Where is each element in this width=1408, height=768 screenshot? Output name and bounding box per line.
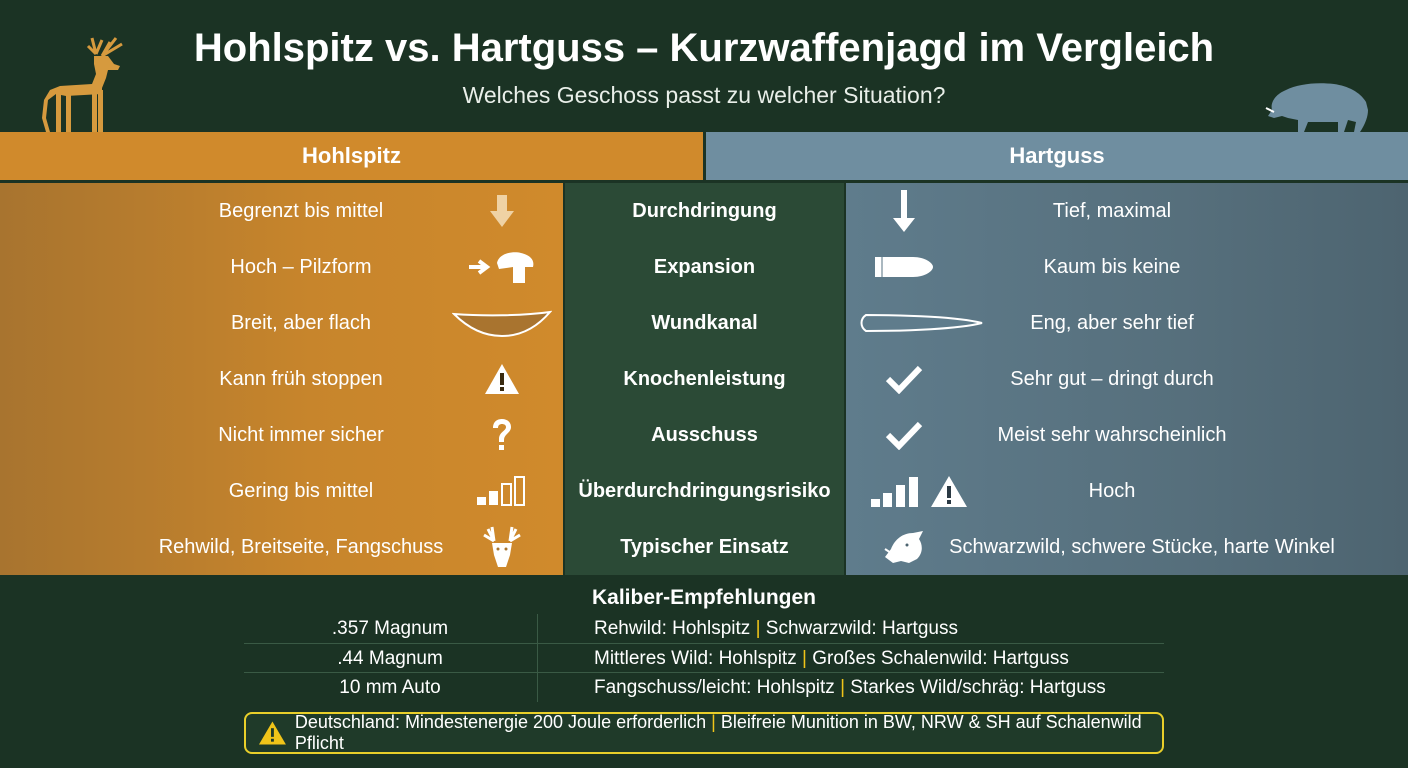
criterion-cell: Knochenleistung	[565, 351, 844, 407]
page-subtitle: Welches Geschoss passt zu welcher Situation?	[462, 82, 946, 108]
table-row	[0, 463, 1408, 519]
hohlspitz-cell	[0, 183, 563, 239]
kaliber-row	[244, 643, 1164, 672]
hohlspitz-value: Hoch – Pilzform	[230, 255, 372, 278]
kaliber-title: Kaliber-Empfehlungen	[591, 586, 817, 609]
caliber-name: 10 mm Auto	[339, 677, 441, 698]
hohlspitz-value: Rehwild, Breitseite, Fangschuss	[158, 535, 444, 558]
warning-icon	[258, 719, 287, 747]
criterion-cell: Ausschuss	[565, 407, 844, 463]
hartguss-value: Sehr gut – dringt durch	[1010, 367, 1214, 390]
hartguss-cell	[846, 463, 1408, 519]
column-divider	[537, 673, 538, 702]
question-icon	[450, 407, 554, 463]
hohlspitz-cell	[0, 463, 563, 519]
deer-head-icon	[450, 519, 554, 575]
kaliber-section	[244, 584, 1164, 704]
caliber-name: .44 Magnum	[337, 648, 443, 669]
caliber-name: .357 Magnum	[331, 618, 449, 639]
criterion-cell: Typischer Einsatz	[565, 519, 844, 575]
boar-head-icon	[856, 519, 952, 575]
hohlspitz-cell	[0, 295, 563, 351]
comparison-rows	[0, 180, 1408, 574]
header	[0, 0, 1408, 132]
hartguss-cell	[846, 519, 1408, 575]
column-header-hohlspitz: Hohlspitz	[0, 132, 703, 180]
low-signal-bars-icon	[450, 463, 554, 519]
hartguss-value: Hoch	[1088, 479, 1136, 502]
caliber-recommendation: Fangschuss/leicht: Hohlspitz | Starkes Wild/schräg: Hartguss	[594, 677, 1106, 698]
criterion-cell: Überdurchdringungsrisiko	[565, 463, 844, 519]
hohlspitz-cell	[0, 519, 563, 575]
caliber-recommendation: Mittleres Wild: Hohlspitz | Großes Schalenwild: Hartguss	[594, 648, 1069, 669]
mushroom-expansion-icon	[450, 239, 554, 295]
hohlspitz-cell	[0, 407, 563, 463]
kaliber-row	[244, 672, 1164, 701]
column-header-hartguss: Hartguss	[706, 132, 1408, 180]
legal-notice	[244, 712, 1164, 754]
criterion-cell: Expansion	[565, 239, 844, 295]
caliber-recommendation: Rehwild: Hohlspitz | Schwarzwild: Hartguss	[594, 618, 958, 639]
hartguss-cell	[846, 295, 1408, 351]
hartguss-value: Kaum bis keine	[1043, 255, 1181, 278]
hartguss-cell	[846, 239, 1408, 295]
hohlspitz-cell	[0, 351, 563, 407]
hohlspitz-value: Kann früh stoppen	[219, 367, 383, 390]
comparison-table	[0, 132, 1408, 574]
hartguss-cell	[846, 407, 1408, 463]
criterion-cell: Wundkanal	[565, 295, 844, 351]
table-row	[0, 239, 1408, 295]
boar-silhouette-icon	[1264, 76, 1372, 136]
hartguss-cell	[846, 183, 1408, 239]
column-divider	[537, 614, 538, 643]
short-arrow-down-icon	[450, 183, 554, 239]
hartguss-value: Eng, aber sehr tief	[1030, 311, 1194, 334]
hohlspitz-value: Begrenzt bis mittel	[218, 199, 384, 222]
hohlspitz-value: Gering bis mittel	[228, 479, 374, 502]
hartguss-cell	[846, 351, 1408, 407]
warning-icon	[450, 351, 554, 407]
criterion-cell: Durchdringung	[565, 183, 844, 239]
kaliber-row	[244, 614, 1164, 643]
table-row	[0, 183, 1408, 239]
notice-text: Deutschland: Mindestenergie 200 Joule erforderlich | Bleifreie Munition in BW, NRW & SH auf Schalenwild Pflicht	[294, 712, 1142, 753]
hohlspitz-value: Nicht immer sicher	[218, 423, 384, 446]
table-row	[0, 295, 1408, 351]
table-row	[0, 407, 1408, 463]
hartguss-value: Tief, maximal	[1052, 199, 1172, 222]
column-divider	[537, 644, 538, 673]
table-row	[0, 351, 1408, 407]
hohlspitz-value: Breit, aber flach	[230, 311, 372, 334]
hartguss-value: Meist sehr wahrscheinlich	[997, 423, 1227, 446]
hohlspitz-cell	[0, 239, 563, 295]
wide-wound-channel-icon	[450, 295, 554, 351]
page-title: Hohlspitz vs. Hartguss – Kurzwaffenjagd im Vergleich	[193, 26, 1215, 70]
table-row	[0, 519, 1408, 575]
hartguss-value: Schwarzwild, schwere Stücke, harte Winkel	[949, 535, 1335, 558]
